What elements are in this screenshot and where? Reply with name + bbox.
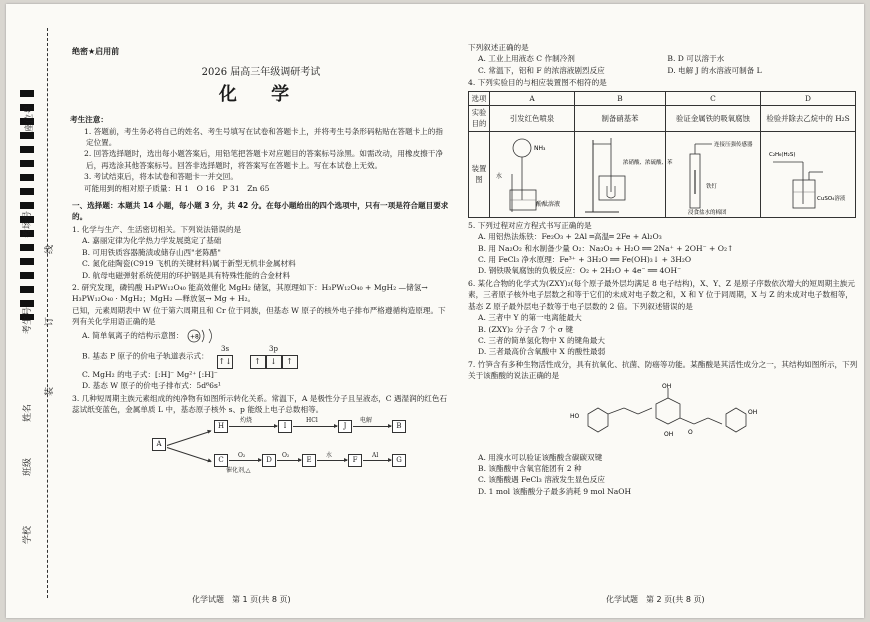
question-2 [72,282,450,392]
flow-box-j: J [338,420,352,433]
q4-device-label: 装置图 [469,131,490,217]
q4-device-d [761,131,856,217]
seat-label: 座位号 [25,104,35,132]
class-label: 班级 [23,457,33,476]
q2-stem-2: H₃PW₁₂O₄₀ · MgH₂；MgH₂ —释放氢→ Mg + H₂。 [72,294,256,304]
q4-header-option: 选项 [469,91,490,105]
room-label: 考场号 [23,210,33,238]
q7-option-d: D. 1 mol 该酯酸分子最多消耗 9 mol NaOH [478,486,632,496]
q6-option-b: B. (ZXY)₂ 分子含 7 个 σ 键 [478,324,574,334]
q7-option-b: B. 该酯酸中含氧官能团有 2 种 [478,463,582,473]
mol-label-o: O [688,428,693,436]
q4-purpose-d: 检验并除去乙烷中的 H₂S [761,106,856,132]
flow-label-burn: 灼烧 [240,416,253,424]
q4-header-c: C [666,91,761,105]
q4-purpose-c: 验证金属铁的吸氧腐蚀 [666,106,761,132]
orbital-3p-label: 3p [269,344,278,353]
q5-option-d: D. 钢铁吸氧腐蚀的负极反应：O₂ + 2H₂O + 4e⁻ ══ 4OH⁻ [478,266,682,276]
flow-box-i: I [278,420,292,433]
flow-label-o2-2: O₂ [282,451,290,459]
q7-option-c: C. 该酯酸遇 FeCl₃ 溶液发生显色反应 [478,475,605,485]
q3-flow-diagram [152,416,412,474]
question-5 [468,220,858,277]
page-2 [468,42,858,497]
q3-option-d: D. 电解 J 的水溶液可制备 L [667,65,762,75]
q3-stem: 3. 几种短周期主族元素组成的纯净物有如图所示转化关系。常温下，A 是极性分子且呈液态，C 遇湿润的红色石蕊试纸变蓝色，金属单质 L 中，基态原子核外 s、p 能级上电子总数相等。 [72,393,448,415]
note-3: 3. 考试结束后，将本试卷和答题卡一并交回。 [84,172,238,182]
q1-stem: 1. 化学与生产、生活密切相关。下列说法错误的是 [72,224,242,234]
q2-stem: 2. 研究发现，磷钨酸 H₃PW₁₂O₄₀ 能高效催化 MgH₂ 储氢，其原理如下：H₃PW₁₂O₄₀ + MgH₂ —储氢→ [72,282,428,292]
label-acids-benzene: 浓硝酸、浓硫酸、苯 [623,160,673,167]
binding-sidebar [6,4,58,618]
q2-option-b [72,344,450,369]
bind-mark-bind: 装 [45,386,55,396]
question-1 [72,224,450,281]
bind-mark-staple: 订 [45,316,55,326]
q5-option-a: A. 用铝热法炼铁：Fe₂O₃ + 2Al ═高温═ 2Fe + Al₂O₃ [478,232,662,242]
q4-device-c [666,131,761,217]
q2-option-d: D. 基态 W 原子的价电子排布式：5d⁶6s¹ [82,381,221,391]
flow-label-o2-1: O₂ [238,451,246,459]
label-salt-cotton: 浸食盐水的棉团 [688,210,727,217]
binding-dash-line [47,28,48,598]
question-6 [468,278,858,358]
nitrobenzene-apparatus-icon [577,134,673,214]
orbital-3s-label: 3s [221,344,230,353]
label-cuso4: CuSO₄溶液 [817,196,846,203]
q1-option-a: A. 嘉丽定律为化学热力学发展奠定了基础 [82,236,222,246]
question-7 [468,359,858,497]
orbital-3p-box-2: ↓ [266,355,282,369]
oxide-ion-diagram [186,328,220,344]
molecule-structure-icon [568,384,768,450]
q1-option-c: C. 氮化硅陶瓷(C919 飞机的关键材料)属于新型无机非金属材料 [82,259,296,269]
school-label: 学校 [23,525,33,544]
section-1-heading: 一、选择题：本题共 14 小题，每小题 3 分，共 42 分。在每小题给出的四个选项中，只有一项是符合题目要求的。 [72,201,449,222]
q6-option-a: A. 三者中 Y 的第一电离能最大 [478,313,582,323]
name-label: 姓名 [23,403,33,422]
orbital-diagram [217,344,297,369]
flow-box-c: C [214,454,228,467]
secret-label: 绝密★启用前 [72,47,120,56]
bind-mark-line: 线 [45,244,55,254]
flow-box-a: A [152,438,166,451]
q6-option-c: C. 三者的简单氢化物中 X 的键角最大 [478,335,605,345]
flow-label-al: Al [372,451,379,459]
q3-option-c: C. 常温下，铝和 F 的浓溶液剧烈反应 [478,65,605,75]
flow-box-b: B [392,420,406,433]
q2-option-a [72,328,450,344]
q1-option-d: D. 航母电磁弹射系统使用的环护钢是具有特殊性能的合金材料 [82,270,291,280]
page-1-footer: 化学试题 第 1 页(共 8 页) [192,595,291,604]
flow-label-catalyst: 催化剂,△ [226,466,251,474]
q4-header-a: A [490,91,575,105]
mol-label-oh-top: OH [662,382,672,390]
q2-option-a-text: A. 简单氧离子的结构示意图： [82,330,184,340]
q3-options [468,53,858,76]
label-water: 水 [496,173,503,181]
label-iron-nail: 铁钉 [706,184,718,191]
question-4 [468,77,858,218]
q4-purpose-label: 实验目的 [469,106,490,132]
flow-label-electrolysis: 电解 [360,416,373,424]
student-no-label: 考生号 [23,306,33,334]
label-nh3: NH₃ [534,145,546,153]
notes-block [72,114,450,194]
svg-text:+8: +8 [189,333,199,341]
q4-purpose-b: 制备硝基苯 [575,106,666,132]
q5-option-b: B. 用 Na₂O₂ 和水制备少量 O₂：Na₂O₂ + H₂O ══ 2Na⁺ + 2OH⁻ + O₂↑ [478,243,734,253]
orbital-3s-box: ↑↓ [217,355,233,369]
flow-label-hcl: HCl [306,416,318,424]
q4-device-a [490,131,575,217]
q7-option-a: A. 用溴水可以验证该酯酸含碳碳双键 [478,452,603,462]
flow-box-e: E [302,454,316,467]
mol-label-ho: HO [570,412,580,420]
q4-header-b: B [575,91,666,105]
gas-washing-apparatus-icon [763,134,853,214]
flow-box-g: G [392,454,406,467]
q7-stem: 7. 竹笋含有多种生物活性成分，具有抗氧化、抗菌、防癌等功能。某酯酸是其活性成分之一，其结构如图所示，下列关于该酯酸的说法正确的是 [468,359,858,381]
page-1 [72,40,450,472]
q2-stem-3: 已知，元素周期表中 W 位于第六周期且和 Cr 位于同族，但基态 W 原子的核外电子排布严格遵循构造原理。下列有关化学用语正确的是 [72,305,446,327]
label-pressure-sensor: 连接压强传感器 [714,142,753,149]
q5-option-c: C. 用 FeCl₃ 净水原理：Fe³⁺ + 3H₂O ══ Fe(OH)₃↓ + 3H₂O [478,255,692,265]
q5-stem: 5. 下列过程对应方程式书写正确的是 [468,220,592,230]
flow-label-water: 水 [326,451,333,459]
label-phenolphthalein: 酚酞溶液 [536,201,561,209]
flow-box-d: D [262,454,276,467]
corrosion-apparatus-icon [668,134,758,217]
notes-title: 考生注意： [70,115,108,125]
orbital-3p-box-3: ↑ [282,355,298,369]
flow-arrow-a-c [167,447,211,462]
q4-stem: 4. 下列实验目的与相应装置图不相符的是 [468,78,607,88]
q4-device-b [575,131,673,217]
q4-purpose-a: 引发红色喷泉 [490,106,575,132]
q3-option-b: B. D 可以溶于水 [667,54,725,64]
question-3 [72,393,450,474]
mol-label-oh-bottom: OH [664,430,674,438]
q4-table [468,91,856,218]
flow-arrow-a-h [167,430,211,445]
note-1: 1. 答题前，考生务必将自己的姓名、考生号填写在试卷和答题卡上，并将考生号条形码粘贴在答题卡上的指定位置。 [84,126,443,148]
q3-option-a: A. 工业上用液态 C 作制冷剂 [478,54,575,64]
q2-option-c: C. MgH₂ 的电子式：[:H]⁻ Mg²⁺ [:H]⁻ [82,369,218,379]
q4-header-d: D [761,91,856,105]
q1-option-b: B. 可用铁质容器腌渍或储存山西"老陈醋" [82,247,221,257]
mol-label-oh-right: OH [748,408,758,416]
orbital-3p-box-1: ↑ [250,355,266,369]
fountain-apparatus-icon [492,134,572,214]
exam-sheet [6,4,864,618]
flow-arrow-h-i [229,426,277,427]
subject-title: 化 学 [218,83,304,105]
note-atomic-mass: 可能用到的相对原子质量：H 1 O 16 P 31 Zn 65 [84,183,270,193]
label-ethane-h2s: C₂H₆(H₂S) [769,152,796,159]
q3-stem-cont: 下列叙述正确的是 [468,43,529,52]
q2-option-b-text: B. 基态 P 原子的价电子轨道表示式： [82,351,209,361]
exam-title: 2026 届高三年级调研考试 [201,67,321,79]
flow-box-f: F [348,454,362,467]
q6-stem: 6. 某化合物的化学式为(ZXY)₂(每个原子最外层均满足 8 电子结构)，X、Y、Z 是原子序数依次增大的短周期主族元素，三者原子核外电子层数之和等于它们的未成对电子数之和，X 和 Y 位于同周期，X 与 Z 的未成对电子数相等，基态 Z 原子最外层电子数等于电子层数的 2 倍。下列叙述错误的是 [468,278,855,311]
note-2: 2. 回答选择题时，选出每小题答案后，用铅笔把答题卡对应题目的答案标号涂黑。如需改动，用橡皮擦干净后，再选涂其他答案标号。回答非选择题时，将答案写在答题卡上。写在本试卷上无效。 [84,149,443,170]
page-2-footer: 化学试题 第 2 页(共 8 页) [606,595,705,604]
flow-box-h: H [214,420,228,433]
q6-option-d: D. 三者最高价含氧酸中 X 的酸性最弱 [478,347,606,357]
